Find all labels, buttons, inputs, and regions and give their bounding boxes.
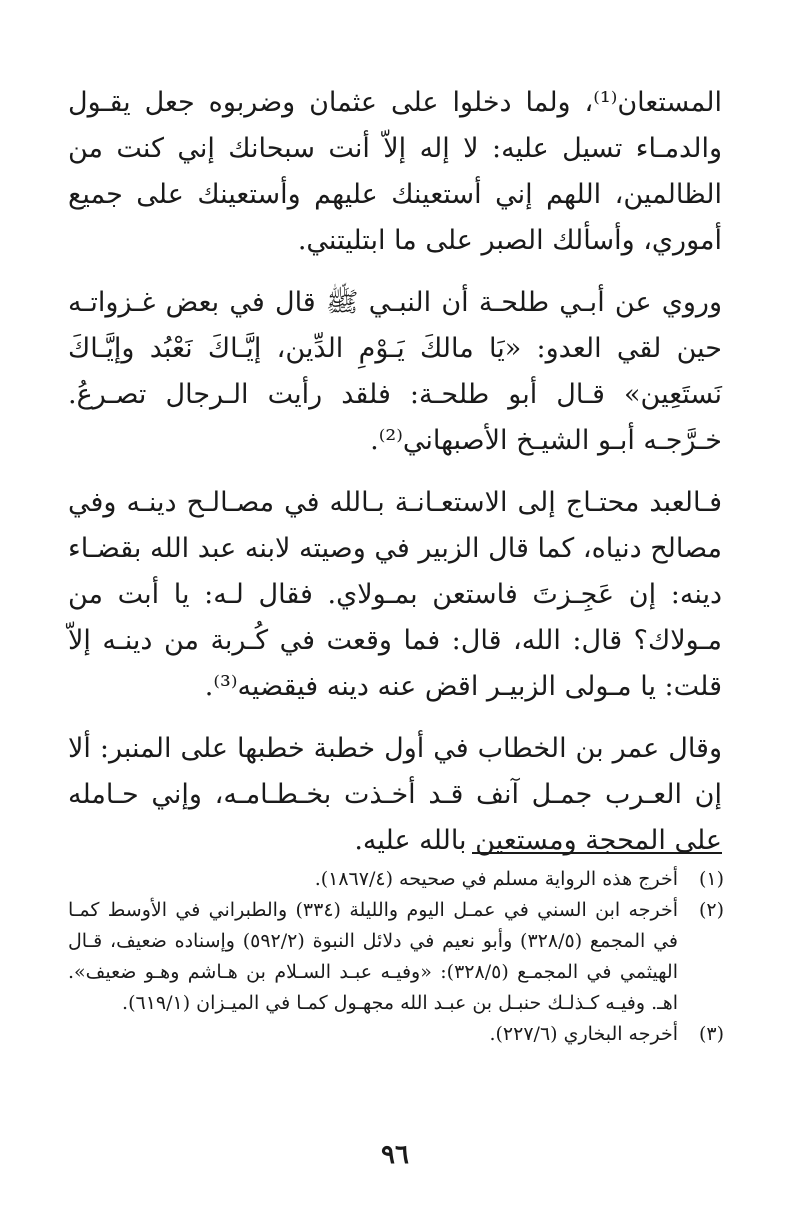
footnote-number: (١) bbox=[698, 868, 724, 890]
footnote-1 bbox=[68, 864, 724, 895]
paragraph-4: وقال عمر بن الخطاب في أول خطبة خطبها على المنبر: ألا إن العـرب جمـل آنف قـد أخـذت بخـطـامـه، وإني حـامله على المحجة ومستعين بالله عليه. bbox=[68, 733, 722, 856]
footnote-number: (٢) bbox=[698, 899, 724, 921]
footnotes bbox=[68, 864, 724, 1050]
footnote-separator bbox=[472, 852, 722, 854]
paragraph-2: وروي عن أبـي طلحـة أن النبـي ﷺ قال في بعض غـزواتـه حين لقي العدو: «يَا مالكَ يَـوْمِ الدِّين، إيَّـاكَ نَعْبُد وإيَّـاكَ نَستَعِين» قـال أبو طلحـة: فلقد رأيت الـرجال تصـرعُ. خـرَّجـه أبـو الشيـخ الأصبهاني⁽²⁾. bbox=[68, 287, 722, 456]
footnote-number: (٣) bbox=[698, 1023, 724, 1045]
paragraph-3: فـالعبد محتـاج إلى الاستعـانـة بـالله في مصـالـح دينـه وفي مصالح دنياه، كما قال الزبير في وصيته لابنه عبد الله بقضـاء دينه: إن عَجِـزتَ فاستعن بمـولاي. فقال لـه: يا أبت من مـولاك؟ قال: الله، قال: فما وقعت في كُـربة من دينـه إلاّ قلت: يا مـولى الزبيـر اقض عنه دينه فيقضيه⁽³⁾. bbox=[68, 487, 722, 702]
footnote-text: أخرج هذه الرواية مسلم في صحيحه (١٨٦٧/٤). bbox=[314, 868, 678, 890]
main-text bbox=[68, 80, 722, 880]
footnote-text: أخرجه البخاري (٢٢٧/٦). bbox=[489, 1023, 678, 1045]
page-number: ٩٦ bbox=[381, 1140, 409, 1170]
footnote-3 bbox=[68, 1019, 724, 1050]
footnote-text: أخرجه ابن السني في عمـل اليوم والليلة (٣٣٤) والطبراني في الأوسط كمـا في المجمع (٣٢٨/٥) وأبو نعيم في دلائل النبوة (٥٩٢/٢) وإسناده ضعيف، قـال الهيثمي في المجمـع (٣٢٨/٥): «وفيـه عبـد السـلام بن هـاشم وهـو ضعيف». اهـ. وفيـه كـذلـك حنبـل بن عبـد الله مجهـول كمـا في الميـزان (٦١٩/١). bbox=[68, 899, 679, 1014]
footnote-2 bbox=[68, 895, 724, 1019]
paragraph-1: المستعان⁽¹⁾، ولما دخلوا على عثمان وضربوه جعل يقـول والدمـاء تسيل عليه: لا إله إلاّ أنت سبحانك إني كنت من الظالمين، اللهم إني أستعينك عليهم وأستعينك على جميع أموري، وأسألك الصبر على ما ابتليتني. bbox=[68, 87, 722, 256]
